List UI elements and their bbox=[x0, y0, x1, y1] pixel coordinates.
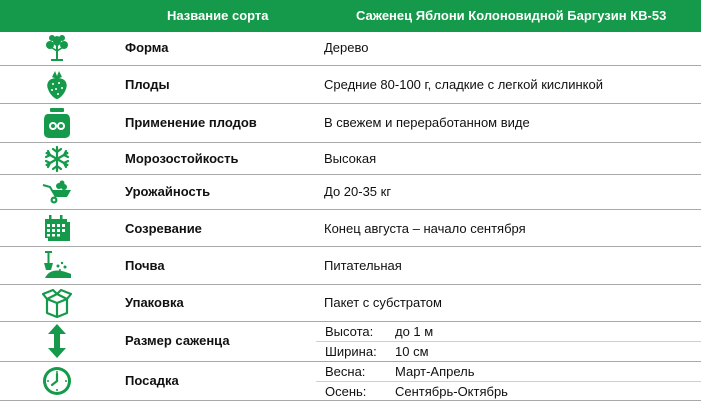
row-label: Плоды bbox=[125, 77, 170, 92]
sub-value: Март-Апрель bbox=[395, 364, 475, 379]
shovel-icon bbox=[38, 249, 76, 281]
row-value: Конец августа – начало сентября bbox=[324, 221, 526, 236]
row-label: Почва bbox=[125, 258, 165, 273]
row-value: Дерево bbox=[324, 40, 369, 55]
row-value: Средние 80-100 г, сладкие с легкой кислинкой bbox=[324, 77, 603, 92]
row-label: Созревание bbox=[125, 221, 202, 236]
table-row bbox=[0, 66, 701, 104]
sub-key: Высота: bbox=[325, 324, 374, 339]
sub-value: до 1 м bbox=[395, 324, 434, 339]
planting-spring bbox=[316, 362, 701, 382]
table-header bbox=[0, 0, 701, 32]
table-row bbox=[0, 210, 701, 247]
row-label: Применение плодов bbox=[125, 115, 257, 130]
clock-icon bbox=[38, 365, 76, 397]
sub-key: Весна: bbox=[325, 364, 366, 379]
row-value: Высокая bbox=[324, 151, 377, 166]
row-label: Размер саженца bbox=[125, 333, 230, 348]
wheelbarrow-icon bbox=[38, 176, 76, 208]
sub-key: Ширина: bbox=[325, 344, 377, 359]
header-product-name: Саженец Яблони Колоновидной Баргузин КВ-53 bbox=[356, 8, 667, 23]
row-label: Урожайность bbox=[125, 184, 211, 199]
table-row bbox=[0, 322, 701, 362]
jar-icon bbox=[38, 107, 76, 139]
tree-icon bbox=[38, 32, 76, 64]
table-row bbox=[0, 143, 701, 175]
table-row bbox=[0, 362, 701, 401]
row-value: Пакет с субстратом bbox=[324, 295, 442, 310]
table-row bbox=[0, 285, 701, 322]
table-row bbox=[0, 32, 701, 66]
strawberry-icon bbox=[38, 69, 76, 101]
table-row bbox=[0, 104, 701, 143]
row-label: Форма bbox=[125, 40, 169, 55]
table-row bbox=[0, 247, 701, 285]
row-value: В свежем и переработанном виде bbox=[324, 115, 530, 130]
row-label: Упаковка bbox=[125, 295, 184, 310]
row-label: Морозостойкость bbox=[125, 151, 239, 166]
row-value: Питательная bbox=[324, 258, 402, 273]
updown-arrow-icon bbox=[38, 325, 76, 357]
box-icon bbox=[38, 287, 76, 319]
size-width bbox=[316, 342, 701, 361]
sub-value: Сентябрь-Октябрь bbox=[395, 384, 508, 399]
sub-value: 10 см bbox=[395, 344, 429, 359]
planting-autumn bbox=[316, 382, 701, 401]
size-height bbox=[316, 322, 701, 342]
table-row bbox=[0, 175, 701, 210]
sub-key: Осень: bbox=[325, 384, 367, 399]
calendar-icon bbox=[38, 212, 76, 244]
snowflake-icon bbox=[38, 143, 76, 175]
row-value: До 20-35 кг bbox=[324, 184, 392, 199]
header-variety-label: Название сорта bbox=[167, 8, 269, 23]
row-label: Посадка bbox=[125, 373, 179, 388]
